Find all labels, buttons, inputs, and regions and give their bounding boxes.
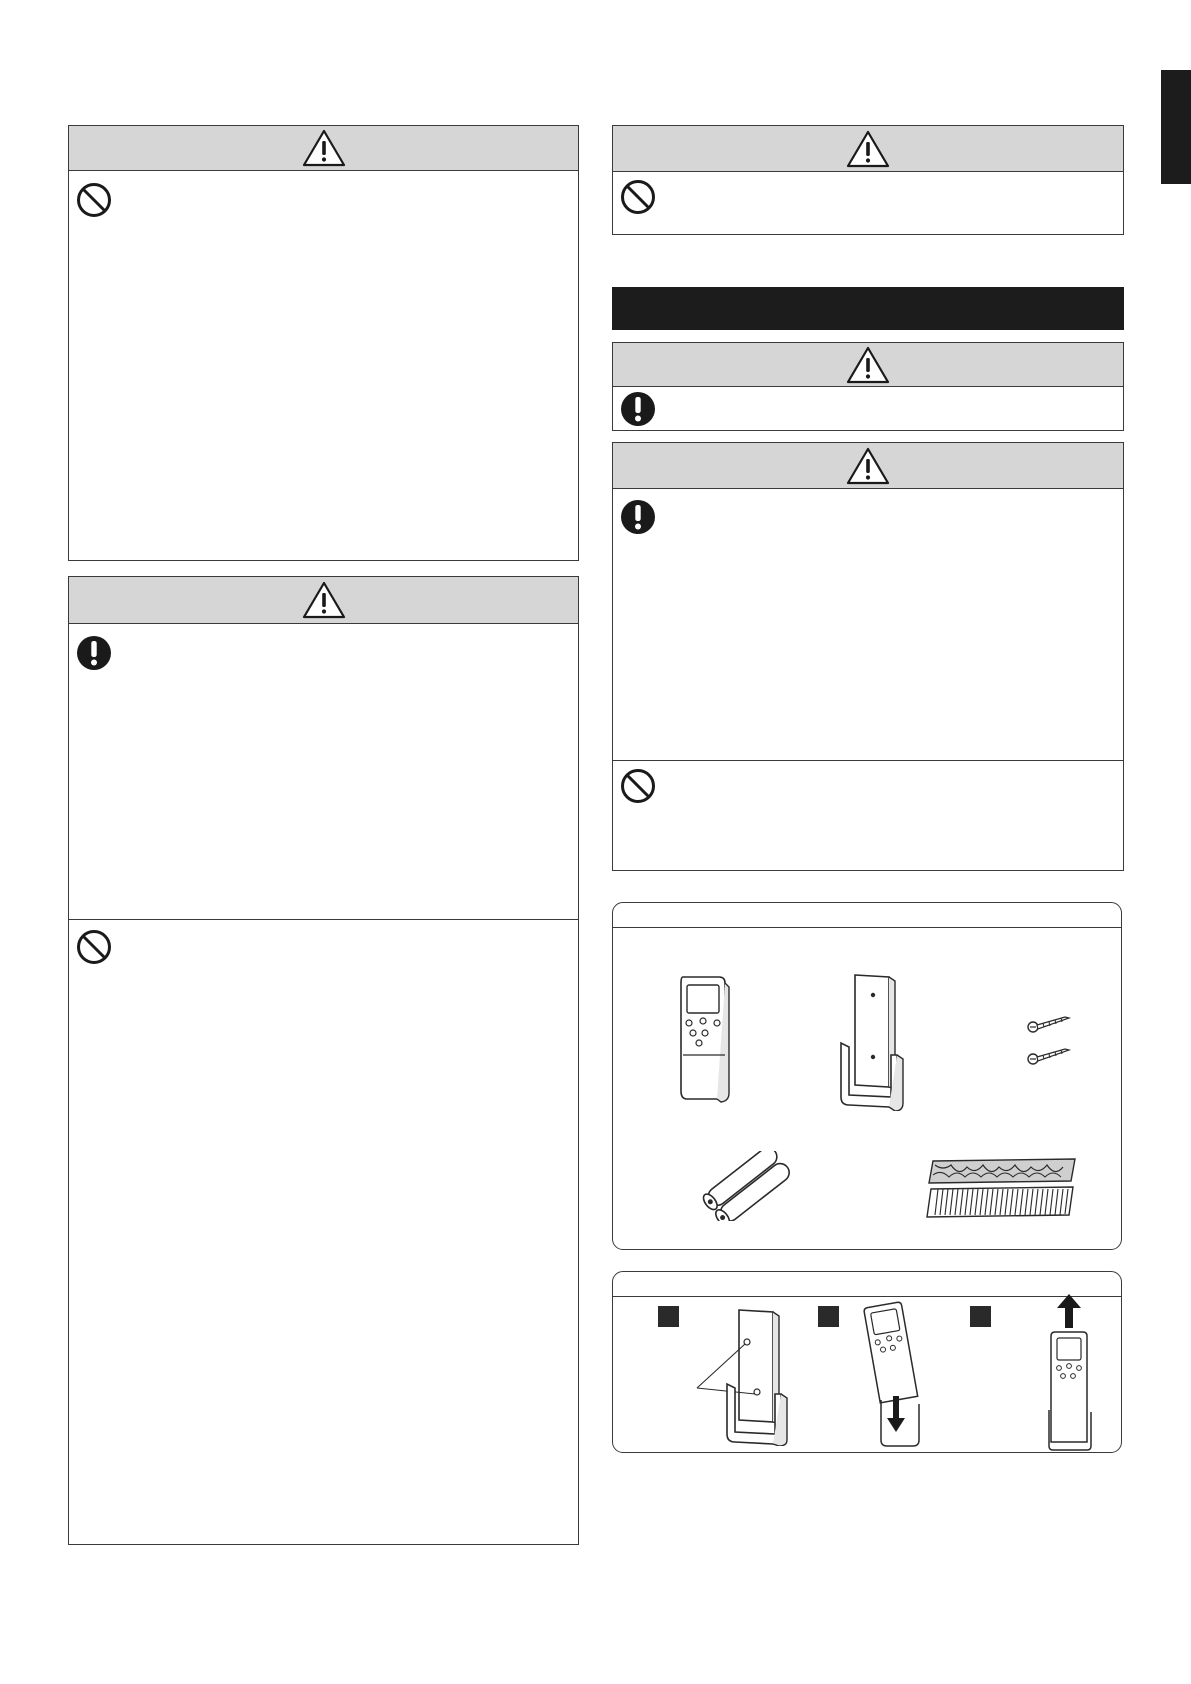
mandatory-exclamation-icon xyxy=(75,634,113,672)
panel-header-divider xyxy=(613,927,1121,928)
caution-header xyxy=(613,126,1123,172)
warning-header xyxy=(613,343,1123,387)
section-divider xyxy=(613,760,1123,761)
accessories-panel xyxy=(612,902,1122,1250)
step-2-insert-remote-illustration xyxy=(863,1300,933,1450)
step-1-marker xyxy=(658,1306,679,1327)
prohibition-circle-icon xyxy=(75,181,113,219)
warning-triangle-icon xyxy=(302,129,346,167)
remote-controller-holder-illustration xyxy=(833,971,913,1111)
warning-triangle-icon xyxy=(302,581,346,619)
caution-box-prohibited-2 xyxy=(612,125,1124,235)
step-2-marker xyxy=(818,1306,839,1327)
language-tab xyxy=(1161,70,1191,184)
step-3-remove-remote-illustration xyxy=(1045,1292,1099,1452)
remote-controller-illustration xyxy=(675,973,735,1105)
warning-box-mandatory xyxy=(612,342,1124,431)
prohibition-circle-icon xyxy=(619,178,657,216)
mandatory-exclamation-icon xyxy=(619,390,657,428)
holder-installation-panel xyxy=(612,1271,1122,1453)
batteries-illustration xyxy=(695,1151,805,1221)
warning-box-mandatory-prohibited xyxy=(68,576,579,1545)
warning-triangle-icon xyxy=(846,130,890,168)
fastener-tape-illustration xyxy=(925,1157,1077,1221)
caution-header xyxy=(69,126,578,171)
warning-triangle-icon xyxy=(846,346,890,384)
warning-triangle-icon xyxy=(846,447,890,485)
warning-header xyxy=(69,577,578,624)
caution-box-prohibited-1 xyxy=(68,125,579,561)
step-3-marker xyxy=(970,1306,991,1327)
mandatory-exclamation-icon xyxy=(619,498,657,536)
step-1-mount-holder-illustration xyxy=(695,1306,791,1446)
section-title-bar xyxy=(612,287,1124,330)
caution-box-mandatory-prohibited xyxy=(612,442,1124,871)
caution-header xyxy=(613,443,1123,489)
tapping-screws-illustration xyxy=(1025,1013,1077,1073)
prohibition-circle-icon xyxy=(75,928,113,966)
section-divider xyxy=(69,919,578,920)
prohibition-circle-icon xyxy=(619,767,657,805)
